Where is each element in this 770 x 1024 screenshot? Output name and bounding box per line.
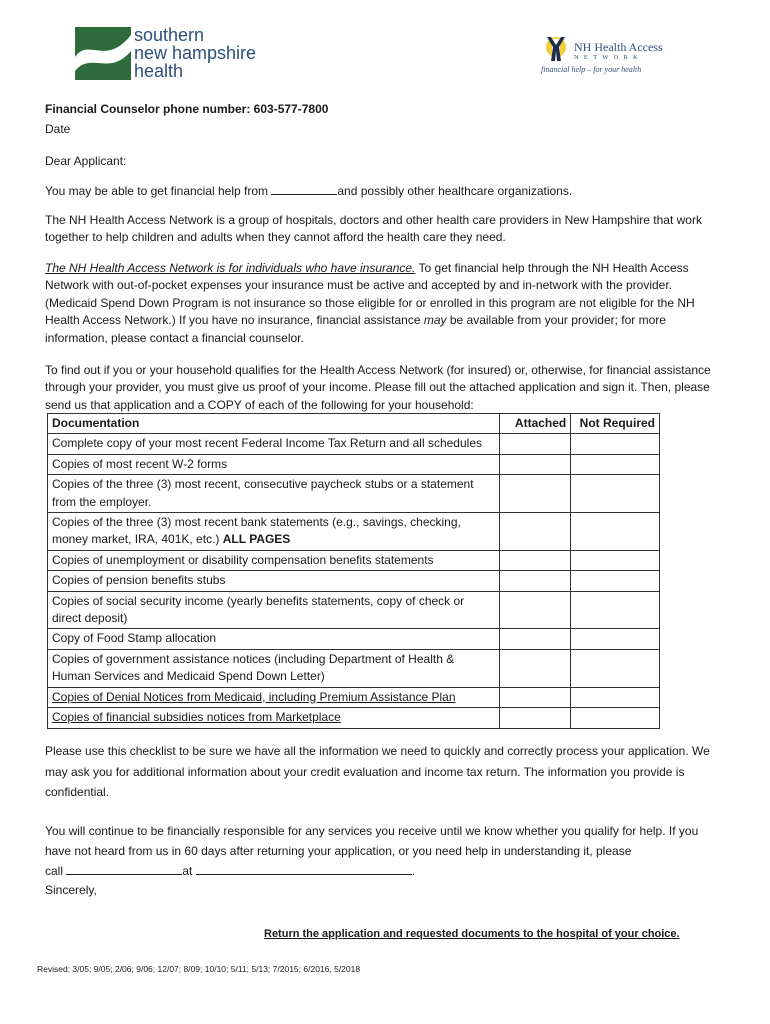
responsibility-paragraph: You will continue to be financially responsible for any services you receive until we know whether you qualify for help. If you have not heard from us in 60 days after returning your application, or you need help in understanding it, please: [45, 824, 699, 858]
doc-unemployment: Copies of unemployment or disability compensation benefits statements: [48, 550, 500, 570]
nhhan-logo-icon: [541, 33, 571, 63]
not-required-cell[interactable]: [571, 550, 660, 570]
insurance-emphasis: The NH Health Access Network is for individuals who have insurance.: [45, 261, 416, 275]
attached-cell[interactable]: [500, 550, 571, 570]
salutation: Dear Applicant:: [45, 154, 127, 168]
revision-dates: Revised: 3/05; 9/05; 2/06; 9/06; 12/07; 8/09; 10/10; 5/11; 5/13; 7/2015; 6/2016, 5/2018: [37, 964, 361, 974]
snh-logo: [75, 27, 265, 83]
table-row: [48, 550, 660, 570]
doc-government-assistance: Copies of government assistance notices (including Department of Health & Human Services and Medicaid Spend Down Letter): [48, 649, 500, 687]
snh-logo-line3: health: [134, 61, 184, 81]
doc-tax-return: Complete copy of your most recent Federal Income Tax Return and all schedules: [48, 434, 500, 454]
doc-bank-statements-text: Copies of the three (3) most recent bank statements (e.g., savings, checking, money market, IRA, 401K, etc.): [52, 515, 461, 547]
counselor-phone: Financial Counselor phone number: 603-577-7800: [45, 102, 329, 116]
table-header-row: [48, 414, 660, 434]
sign-off: Sincerely,: [45, 883, 97, 897]
table-row: [48, 591, 660, 629]
insurance-text-b: be available from your provider; for more information, please contact a financial counselor.: [45, 313, 666, 345]
table-row: [48, 454, 660, 474]
not-required-cell[interactable]: [571, 591, 660, 629]
not-required-cell[interactable]: [571, 629, 660, 649]
doc-denial-notices: Copies of Denial Notices from Medicaid, including Premium Assistance Plan: [48, 687, 500, 707]
snh-logo-mark: [75, 27, 131, 80]
call-end: .: [411, 864, 416, 878]
insurance-paragraph: [45, 260, 725, 347]
doc-pension: Copies of pension benefits stubs: [48, 571, 500, 591]
provider-blank: [271, 182, 337, 195]
attached-cell[interactable]: [500, 454, 571, 474]
doc-bank-statements: [48, 513, 500, 551]
insurance-may: may: [423, 313, 447, 328]
attached-cell[interactable]: [500, 687, 571, 707]
intro-before: You may be able to get financial help from: [45, 184, 272, 198]
not-required-cell[interactable]: [571, 454, 660, 474]
not-required-cell[interactable]: [571, 708, 660, 728]
header-not-required: Not Required: [571, 414, 660, 434]
table-row: [48, 571, 660, 591]
nhhan-logo-network: NETWORK: [574, 54, 643, 61]
qualify-paragraph: To find out if you or your household qualifies for the Health Access Network (for insured) or, otherwise, for financial assistance through your provider, you must give us proof of your income. Please fill out the attached application and sign it. Then, please send us that application and a COPY of each of the following for your household:: [45, 363, 711, 412]
not-required-cell[interactable]: [571, 649, 660, 687]
call-phone-blank: [196, 862, 412, 875]
attached-cell[interactable]: [500, 571, 571, 591]
table-row: [48, 434, 660, 454]
return-note: Return the application and requested documents to the hospital of your choice.: [264, 928, 680, 940]
attached-cell[interactable]: [500, 629, 571, 649]
table-row: [48, 687, 660, 707]
intro-line: [45, 182, 572, 200]
date-label: Date: [45, 122, 71, 136]
attached-cell[interactable]: [500, 513, 571, 551]
documentation-table: [47, 413, 660, 729]
checklist-note: Please use this checklist to be sure we have all the information we need to quickly and correctly process your application. We may ask you for additional information about your credit evaluation and income tax return. The information you provide is confidential.: [45, 744, 710, 799]
table-row: [48, 475, 660, 513]
all-pages-note: ALL PAGES: [222, 532, 291, 547]
header-attached: Attached: [500, 414, 571, 434]
attached-cell[interactable]: [500, 434, 571, 454]
not-required-cell[interactable]: [571, 475, 660, 513]
call-line: [45, 862, 415, 880]
snh-logo-line1: southern: [134, 25, 205, 45]
doc-food-stamp: Copy of Food Stamp allocation: [48, 629, 500, 649]
attached-cell[interactable]: [500, 591, 571, 629]
not-required-cell[interactable]: [571, 434, 660, 454]
not-required-cell[interactable]: [571, 571, 660, 591]
table-row: [48, 513, 660, 551]
call-name-blank: [66, 862, 182, 875]
table-row: [48, 708, 660, 728]
header-documentation: Documentation: [48, 414, 500, 434]
doc-paycheck-stubs: Copies of the three (3) most recent, consecutive paycheck stubs or a statement from the employer.: [48, 475, 500, 513]
attached-cell[interactable]: [500, 475, 571, 513]
table-row: [48, 629, 660, 649]
intro-after: and possibly other healthcare organizations.: [337, 184, 573, 198]
doc-social-security: Copies of social security income (yearly benefits statements, copy of check or direct deposit): [48, 591, 500, 629]
doc-w2: Copies of most recent W-2 forms: [48, 454, 500, 474]
nhhan-logo-title: NH Health Access: [574, 40, 663, 54]
network-description: The NH Health Access Network is a group of hospitals, doctors and other health care providers in New Hampshire that work together to help children and adults when they cannot afford the health care they need.: [45, 213, 702, 245]
attached-cell[interactable]: [500, 649, 571, 687]
snh-logo-line2: new hampshire: [134, 43, 257, 63]
insurance-text-a: To get financial help through the NH Health Access Network with out-of-pocket expenses your insurance must be active and accepted by and in-network with the provider. (Medicaid Spend Down Program is not insurance so those eligible for or enrolled in this program are not eligible for the NH Health Access Network.) If you have no insurance, financial assistance: [45, 261, 695, 328]
not-required-cell[interactable]: [571, 687, 660, 707]
attached-cell[interactable]: [500, 708, 571, 728]
nhhan-logo-tagline: financial help – for your health: [541, 65, 642, 74]
at-label: at: [182, 864, 196, 878]
table-row: [48, 649, 660, 687]
not-required-cell[interactable]: [571, 513, 660, 551]
doc-marketplace: Copies of financial subsidies notices from Marketplace: [48, 708, 500, 728]
call-label: call: [45, 864, 67, 878]
